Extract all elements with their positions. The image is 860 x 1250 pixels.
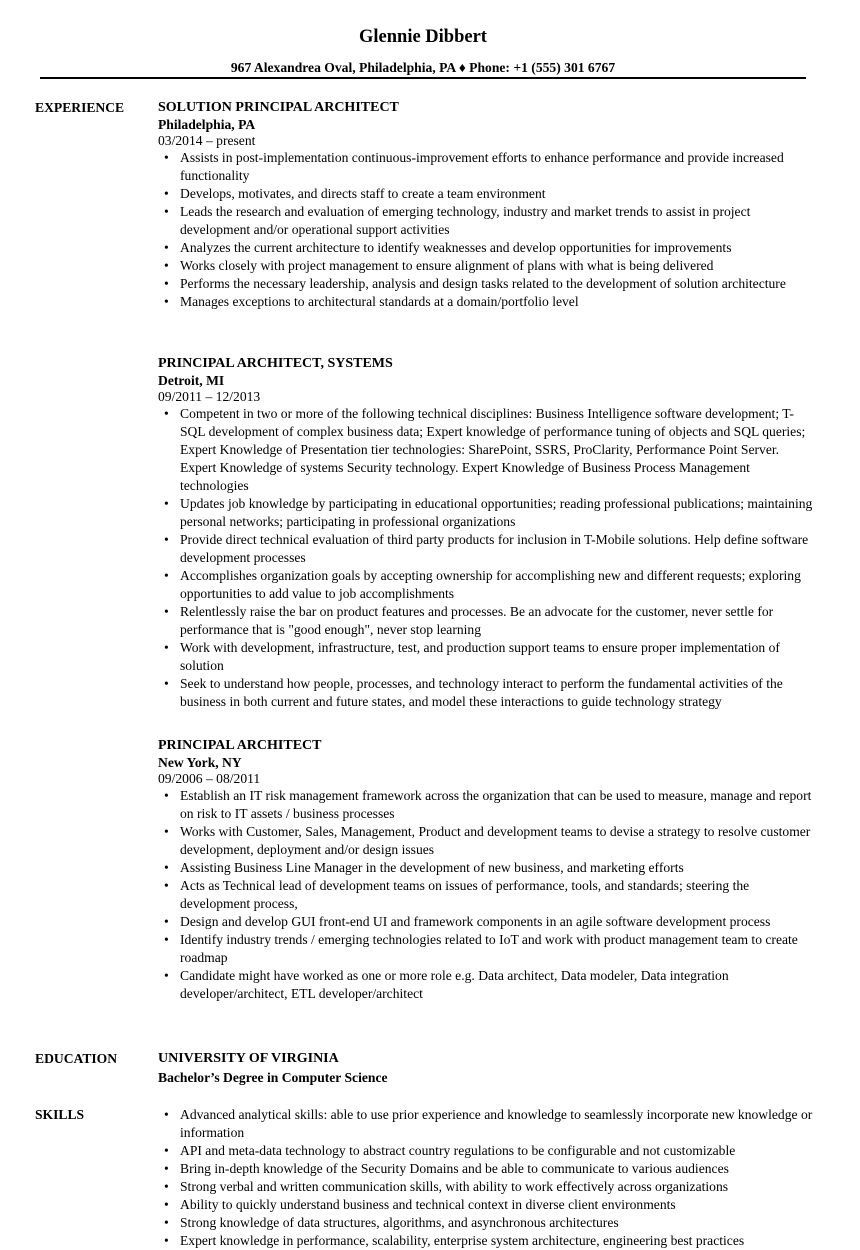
job-bullet: • Accomplishes organization goals by accepting ownership for accomplishing new and different requests; exploring opportunities to add value to job accomplishments bbox=[158, 567, 818, 603]
skills-list bbox=[158, 1106, 818, 1250]
skills-heading: SKILLS bbox=[35, 1107, 85, 1122]
job-bullet: • Performs the necessary leadership, analysis and design tasks related to the development of solution architecture bbox=[158, 275, 818, 293]
candidate-name: Glennie Dibbert bbox=[359, 27, 487, 47]
skill-item: • Advanced analytical skills: able to use prior experience and knowledge to seamlessly incorporate new knowledge or information bbox=[158, 1106, 818, 1142]
skill-item: • Bring in-depth knowledge of the Security Domains and be able to communicate to various audiences bbox=[158, 1160, 818, 1178]
job-bullet: • Assists in post-implementation continuous-improvement efforts to enhance performance and provide increased functionality bbox=[158, 149, 818, 185]
job-title: PRINCIPAL ARCHITECT, SYSTEMS bbox=[158, 356, 393, 371]
job-entry bbox=[158, 737, 818, 1003]
job-location: Detroit, MI bbox=[158, 373, 225, 388]
education-heading: EDUCATION bbox=[35, 1051, 118, 1066]
job-bullet: • Competent in two or more of the following technical disciplines: Business Intelligence software development; T-SQL development of complex business data; Expert knowledge of performance tuning of objects and SQL queries; Expert Knowledge of Presentation tier technologies: SharePoint, SSRS, ProClarity, Performance Point Server. Expert Knowledge of systems Security technology. Expert Knowledge of Business Process Management technologies bbox=[158, 405, 818, 495]
job-bullet: • Leads the research and evaluation of emerging technology, industry and market trends to assist in project development and/or operational support activities bbox=[158, 203, 818, 239]
job-location: Philadelphia, PA bbox=[158, 117, 256, 132]
skill-item: • Strong verbal and written communication skills, with ability to work effectively across organizations bbox=[158, 1178, 818, 1196]
job-bullet: • Design and develop GUI front-end UI and framework components in an agile software development process bbox=[158, 913, 818, 931]
skill-item: • Ability to quickly understand business and technical context in diverse client environments bbox=[158, 1196, 818, 1214]
job-bullet: • Analyzes the current architecture to identify weaknesses and develop opportunities for improvements bbox=[158, 239, 818, 257]
job-entry bbox=[158, 99, 818, 311]
job-bullet: • Works with Customer, Sales, Management, Product and development teams to devise a strategy to resolve customer development, deployment and/or design issues bbox=[158, 823, 818, 859]
skill-item: • Expert knowledge in performance, scalability, enterprise system architecture, engineering best practices bbox=[158, 1232, 818, 1250]
job-bullet-list bbox=[158, 149, 818, 311]
education-entry bbox=[158, 1050, 818, 1088]
skill-item: • Strong knowledge of data structures, algorithms, and asynchronous architectures bbox=[158, 1214, 818, 1232]
job-bullet-list bbox=[158, 787, 818, 1003]
job-bullet-list bbox=[158, 405, 818, 711]
job-bullet: • Seek to understand how people, processes, and technology interact to perform the fundamental activities of the business in both current and future states, and model these interactions to guide technology strategy bbox=[158, 675, 818, 711]
job-bullet: • Updates job knowledge by participating in educational opportunities; reading professional publications; maintaining personal networks; participating in professional organizations bbox=[158, 495, 818, 531]
job-entry bbox=[158, 355, 818, 711]
job-bullet: • Assisting Business Line Manager in the development of new business, and marketing efforts bbox=[158, 859, 818, 877]
job-title: SOLUTION PRINCIPAL ARCHITECT bbox=[158, 100, 399, 115]
experience-heading: EXPERIENCE bbox=[35, 100, 125, 115]
job-bullet: • Manages exceptions to architectural standards at a domain/portfolio level bbox=[158, 293, 818, 311]
job-bullet: • Establish an IT risk management framework across the organization that can be used to measure, manage and report on risk to IT assets / business processes bbox=[158, 787, 818, 823]
skill-item: • API and meta-data technology to abstract country regulations to be configurable and not customizable bbox=[158, 1142, 818, 1160]
skills-entry bbox=[158, 1106, 818, 1250]
job-bullet: • Works closely with project management to ensure alignment of plans with what is being delivered bbox=[158, 257, 818, 275]
job-bullet: • Work with development, infrastructure, test, and production support teams to ensure proper implementation of solution bbox=[158, 639, 818, 675]
job-bullet: • Provide direct technical evaluation of third party products for inclusion in T-Mobile solutions. Help define software development processes bbox=[158, 531, 818, 567]
job-bullet: • Candidate might have worked as one or more role e.g. Data architect, Data modeler, Data integration developer/architect, ETL developer/architect bbox=[158, 967, 818, 1003]
education-degree: Bachelor’s Degree in Computer Science bbox=[158, 1070, 388, 1085]
header-divider bbox=[40, 77, 806, 79]
job-location: New York, NY bbox=[158, 755, 242, 770]
job-title: PRINCIPAL ARCHITECT bbox=[158, 738, 322, 753]
job-dates: 03/2014 – present bbox=[158, 133, 256, 148]
job-bullet: • Identify industry trends / emerging technologies related to IoT and work with product management team to create roadmap bbox=[158, 931, 818, 967]
education-school: UNIVERSITY OF VIRGINIA bbox=[158, 1051, 339, 1066]
job-bullet: • Develops, motivates, and directs staff to create a team environment bbox=[158, 185, 818, 203]
job-bullet: • Relentlessly raise the bar on product features and processes. Be an advocate for the customer, never settle for performance that is "good enough", never stop learning bbox=[158, 603, 818, 639]
contact-line: 967 Alexandrea Oval, Philadelphia, PA ♦ Phone: +1 (555) 301 6767 bbox=[230, 60, 616, 75]
job-bullet: • Acts as Technical lead of development teams on issues of performance, tools, and standards; steering the development process, bbox=[158, 877, 818, 913]
job-dates: 09/2006 – 08/2011 bbox=[158, 771, 261, 786]
job-dates: 09/2011 – 12/2013 bbox=[158, 389, 261, 404]
